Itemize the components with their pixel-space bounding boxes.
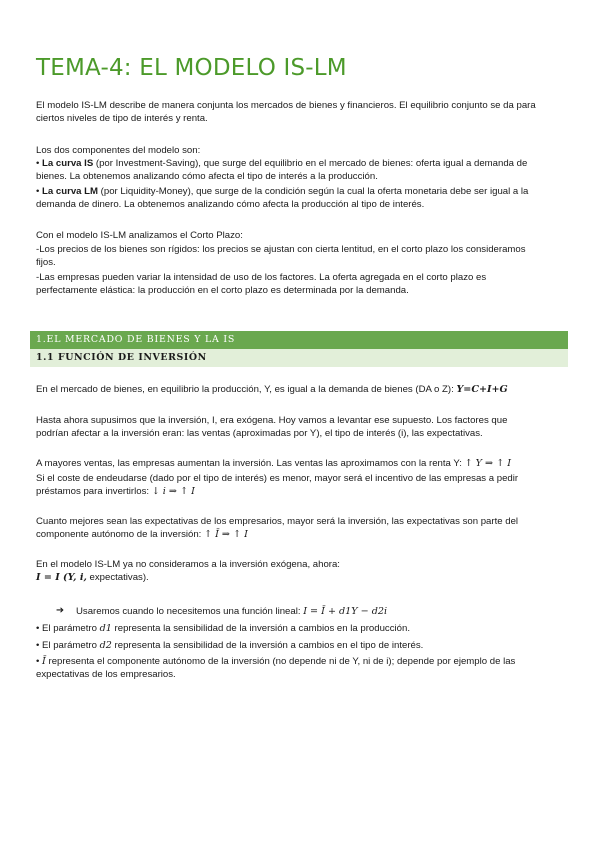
linear-function-paragraph: Usaremos cuando lo necesitemos una función lineal: I = Ī + d1Y − d2i — [76, 606, 388, 617]
section-heading-1: 1.EL MERCADO DE BIENES Y LA IS — [30, 331, 568, 349]
subsection-heading-1-1: 1.1 FUNCIÓN DE INVERSIÓN — [30, 349, 568, 367]
is-curve-bullet: • La curva IS (por Investment-Saving), que surge del equilibrio en el mercado de bienes: oferta igual a demanda de bienes. La obtenemos analizando cómo afecta el tipo de interés a la producción. — [36, 158, 528, 182]
arrow-bullet-icon: ➔ — [56, 605, 65, 616]
intro-line-1: El modelo IS-LM describe de manera conjunta los mercados de bienes y financieros. El equilibrio conjunto se da para — [36, 100, 536, 111]
components-heading: Los dos componentes del modelo son: — [36, 145, 201, 156]
linear-investment-formula: I = Ī + d1Y − d2i — [303, 606, 388, 617]
exogenous-investment-paragraph: Hasta ahora supusimos que la inversión, I, era exógena. Hoy vamos a levantar ese supuesto. Los factores que podrían afectar a la inversión eran: las ventas (aproximadas por Y), el tipo de interés (i), las expectativas. — [36, 415, 508, 439]
parameter-d1-bullet: • El parámetro d1 representa la sensibilidad de la inversión a cambios en la producción. — [36, 623, 410, 634]
lm-curve-term: La curva LM — [42, 186, 99, 197]
autonomous-component-bullet: • Ī representa el componente autónomo de la inversión (no depende ni de Y, ni de i); depende por ejemplo de las expectativas de los empresarios. — [36, 656, 516, 680]
sales-paragraph: A mayores ventas, las empresas aumentan la inversión. Las ventas las aproximamos con la renta Y: ↑ Y ⇒ ↑ I — [36, 458, 511, 469]
page-title: TEMA-4: EL MODELO IS-LM — [36, 55, 347, 81]
endogenous-investment-paragraph: En el modelo IS-LM ya no consideramos a la inversión exógena, ahora: I = I (Y, i, expectativas). — [36, 559, 340, 583]
lm-curve-bullet: • La curva LM (por Liquidity-Money), que surge de la condición según la cual la oferta monetaria debe ser igual a la demanda de dinero. La obtenemos analizando cómo afecta la producción al tipo de interés. — [36, 186, 529, 210]
sales-implication: ↑ Y ⇒ ↑ I — [464, 458, 511, 469]
goods-equilibrium-formula: Y=C+I+G — [456, 384, 508, 395]
short-run-item-1: -Los precios de los bienes son rígidos: los precios se ajustan con cierta lentitud, en el corto plazo los consideramos fijos. — [36, 244, 526, 268]
intro-line-2: ciertos niveles de tipo de interés y renta. — [36, 113, 208, 124]
goods-market-paragraph: En el mercado de bienes, en equilibrio la producción, Y, es igual a la demanda de bienes (DA o Z): Y=C+I+G — [36, 384, 508, 395]
debt-cost-paragraph: Si el coste de endeudarse (dado por el tipo de interés) es menor, mayor será el incentivo de las empresas a pedir préstamos para invertirlos: ↓ i ⇒ ↑ I — [36, 473, 519, 497]
short-run-item-2: -Las empresas pueden variar la intensidad de uso de los factores. La oferta agregada en el corto plazo es perfectamente elástica: la producción en el corto plazo es determinada por la demanda. — [36, 272, 487, 296]
intro-paragraph — [36, 99, 566, 125]
expectations-implication: ↑ Ī ⇒ ↑ I — [204, 529, 248, 540]
expectations-paragraph: Cuanto mejores sean las expectativas de los empresarios, mayor será la inversión, las expectativas son parte del componente autónomo de la inversión: ↑ Ī ⇒ ↑ I — [36, 516, 519, 540]
parameter-d2-bullet: • El parámetro d2 representa la sensibilidad de la inversión a cambios en el tipo de interés. — [36, 640, 424, 651]
is-curve-term: La curva IS — [42, 158, 94, 169]
short-run-heading: Con el modelo IS-LM analizamos el Corto Plazo: — [36, 230, 243, 241]
interest-implication: ↓ i ⇒ ↑ I — [151, 486, 195, 497]
investment-function-formula: I = I (Y, i, — [36, 572, 87, 583]
